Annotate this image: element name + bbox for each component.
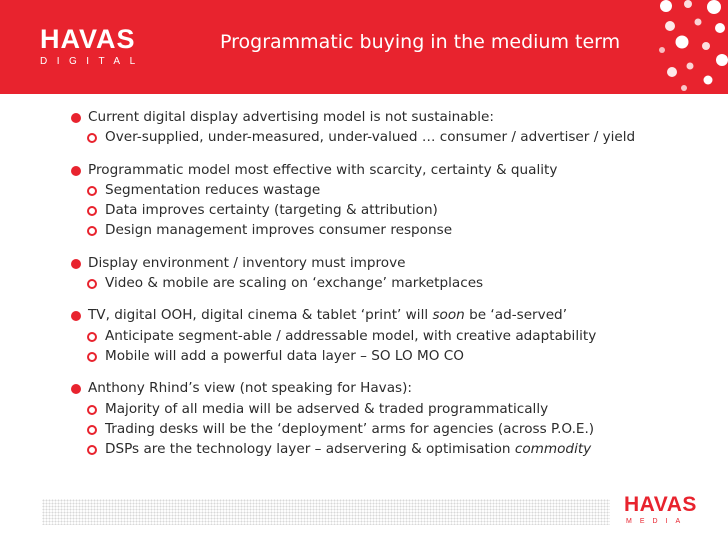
dot-14 xyxy=(681,85,687,91)
section-5-item-1: Majority of all media will be adserved & traded programmatically xyxy=(71,399,721,419)
section-3-heading: Display environment / inventory must improve xyxy=(71,253,721,273)
dot-9 xyxy=(659,47,665,53)
havas-media-logo xyxy=(624,494,697,526)
dot-8 xyxy=(702,42,710,50)
section-5-item-3-part-1: DSPs are the technology layer – adservering & optimisation xyxy=(105,441,515,458)
dot-3 xyxy=(707,0,721,14)
footer-dotted-band xyxy=(42,499,610,525)
section-2-item-1: Segmentation reduces wastage xyxy=(71,180,721,200)
section-2-item-2: Data improves certainty (targeting & attribution) xyxy=(71,200,721,220)
section-4-heading-part-3: be ‘ad-served’ xyxy=(464,307,568,324)
section-4-heading-part-1: TV, digital OOH, digital cinema & tablet ‘print’ will xyxy=(88,307,433,324)
section-4-heading xyxy=(71,305,721,325)
section-4 xyxy=(71,305,721,366)
section-1 xyxy=(71,107,721,148)
logo-wordmark: HAVAS xyxy=(40,24,136,54)
footer-logo-subtitle: MEDIA xyxy=(626,518,689,525)
dot-12 xyxy=(667,67,677,77)
section-1-heading: Current digital display advertising model is not sustainable: xyxy=(71,107,721,127)
dot-11 xyxy=(687,63,694,70)
dot-1 xyxy=(660,0,672,12)
bullet-content xyxy=(71,107,721,471)
slide-title: Programmatic buying in the medium term xyxy=(220,31,621,53)
section-2-heading: Programmatic model most effective with scarcity, certainty & quality xyxy=(71,160,721,180)
dot-10 xyxy=(716,54,728,66)
dot-7 xyxy=(676,36,689,49)
havas-digital-logo xyxy=(40,26,145,68)
section-4-heading-emphasis: soon xyxy=(432,307,465,324)
dot-2 xyxy=(684,0,692,8)
section-4-item-1: Anticipate segment-able / addressable model, with creative adaptability xyxy=(71,326,721,346)
section-5-item-2: Trading desks will be the ‘deployment’ arms for agencies (across P.O.E.) xyxy=(71,419,721,439)
section-4-item-2: Mobile will add a powerful data layer – SO LO MO CO xyxy=(71,346,721,366)
section-3-item-1: Video & mobile are scaling on ‘exchange’ marketplaces xyxy=(71,273,721,293)
dot-pattern-icon xyxy=(648,0,728,94)
section-2 xyxy=(71,160,721,241)
section-3 xyxy=(71,253,721,294)
header-banner xyxy=(0,0,728,94)
section-5-item-3 xyxy=(71,439,721,459)
section-5-item-3-emphasis: commodity xyxy=(514,441,592,458)
logo-subtitle: DIGITAL xyxy=(40,56,145,67)
footer-logo-wordmark: HAVAS xyxy=(624,493,697,516)
section-1-item-1: Over-supplied, under-measured, under-valued … consumer / advertiser / yield xyxy=(71,127,721,147)
section-5-heading: Anthony Rhind’s view (not speaking for Havas): xyxy=(71,378,721,398)
section-2-item-3: Design management improves consumer response xyxy=(71,220,721,240)
dot-5 xyxy=(695,19,702,26)
dot-6 xyxy=(715,23,725,33)
section-5 xyxy=(71,378,721,459)
dot-13 xyxy=(704,76,713,85)
dot-4 xyxy=(665,21,675,31)
